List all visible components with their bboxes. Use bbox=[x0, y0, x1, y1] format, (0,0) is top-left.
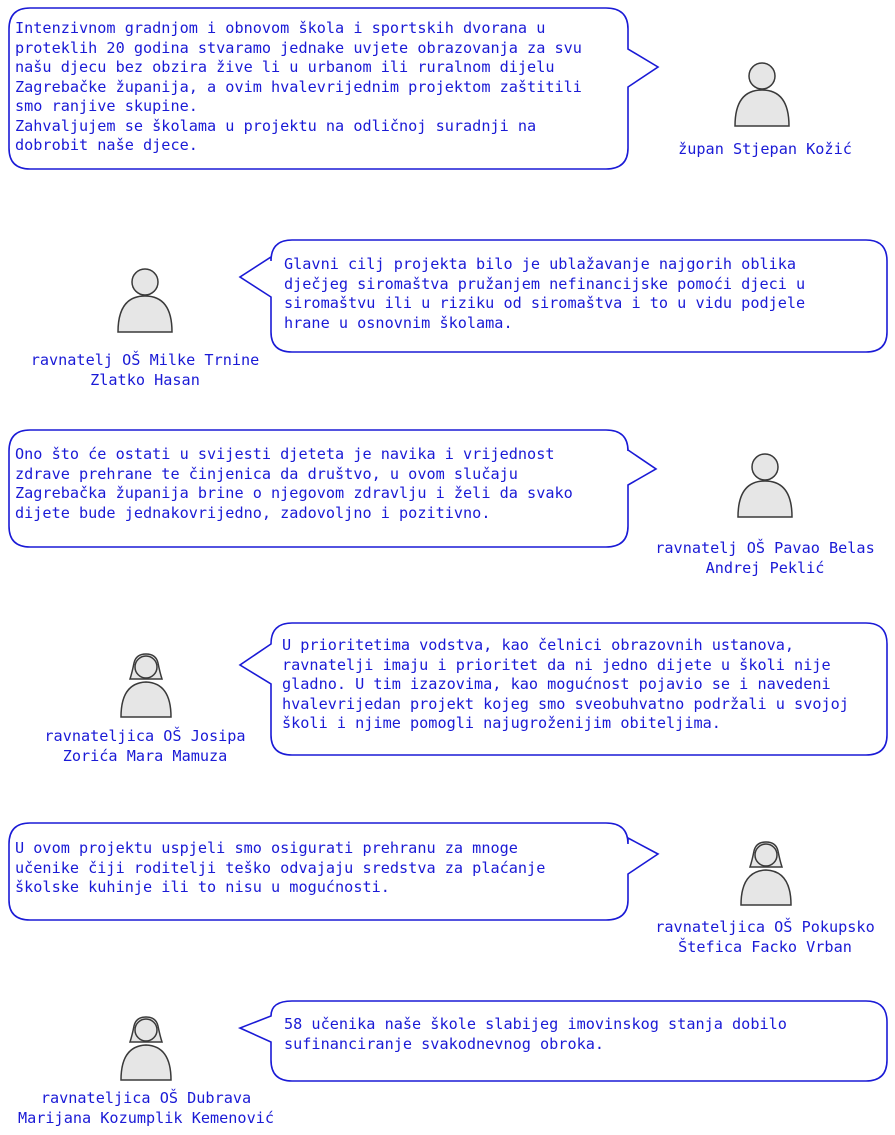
quote-bubble-3 bbox=[8, 429, 660, 551]
speaker-name: ravnateljica OŠ Pokupsko Štefica Facko Vrban bbox=[655, 918, 875, 956]
female-person-icon bbox=[116, 1014, 176, 1084]
quote-text: Ono što će ostati u svijesti djeteta je navika i vrijednost zdrave prehrane te činjenica da društvo, u ovom slučaju Zagrebačka županija brine o njegovom zdravlju i želi da svako dijete bude jednakovrijedno, zadovoljno i pozitivno. bbox=[15, 445, 573, 522]
speaker-avatar-5 bbox=[736, 839, 796, 909]
female-person-icon bbox=[116, 651, 176, 721]
quote-text: 58 učenika naše škole slabijeg imovinskog stanja dobilo sufinanciranje svakodnevnog obroka. bbox=[284, 1015, 787, 1053]
quote-text: U ovom projektu uspjeli smo osigurati prehranu za mnoge učenike čiji roditelji teško odvajaju sredstva za plaćanje školske kuhinje ili to nisu u mogućnosti. bbox=[15, 839, 546, 896]
male-person-icon bbox=[732, 60, 792, 130]
speaker-name: ravnateljica OŠ Dubrava Marijana Kozumplik Kemenović bbox=[17, 1089, 275, 1127]
speaker-avatar-4 bbox=[116, 651, 176, 721]
speaker-avatar-6 bbox=[116, 1014, 176, 1084]
speaker-avatar-3 bbox=[735, 451, 795, 521]
speaker-avatar-2 bbox=[115, 266, 175, 336]
quote-text: Glavni cilj projekta bilo je ublažavanje najgorih oblika dječjeg siromaštva pružanjem nefinancijske pomoći djeci u siromaštvu ili u riziku od siromaštva i to u vidu podjele hrane u osnovnim školama. bbox=[284, 255, 806, 332]
quote-text: Intenzivnom gradnjom i obnovom škola i sportskih dvorana u proteklih 20 godina stvaramo jednake uvjete obrazovanja za svu našu djecu bez obzira žive li u urbanom ili ruralnom dijelu Zagrebačke županija, a ovim hvalevrijednim projektom zaštitili smo ranjive skupine. Zahvaljujem se školama u projektu na odličnoj suradnji na dobrobit naše djece. bbox=[15, 19, 582, 154]
speaker-name: ravnateljica OŠ Josipa Zorića Mara Mamuza bbox=[44, 727, 246, 765]
female-person-icon bbox=[736, 839, 796, 909]
quote-bubble-2 bbox=[238, 239, 890, 355]
quote-bubble-6 bbox=[238, 1000, 890, 1084]
speaker-name: ravnatelj OŠ Milke Trnine Zlatko Hasan bbox=[30, 351, 260, 389]
speaker-avatar-1 bbox=[732, 60, 792, 130]
male-person-icon bbox=[735, 451, 795, 521]
speaker-name: ravnatelj OŠ Pavao Belas Andrej Peklić bbox=[655, 539, 875, 577]
quote-bubble-1 bbox=[8, 7, 660, 171]
quote-bubble-4 bbox=[238, 622, 890, 758]
quote-text: U prioritetima vodstva, kao čelnici obrazovnih ustanova, ravnatelji imaju i prioritet da ni jedno dijete u školi nije gladno. U tim izazovima, kao mogućnost pojavio se i navedeni hvalevrijedan projekt kojeg smo sveobuhvatno podržali u svojoj školi i njime pomogli najugroženijim obiteljima. bbox=[282, 636, 849, 732]
male-person-icon bbox=[115, 266, 175, 336]
quote-bubble-5 bbox=[8, 822, 660, 922]
speaker-name: župan Stjepan Kožić bbox=[678, 140, 852, 158]
